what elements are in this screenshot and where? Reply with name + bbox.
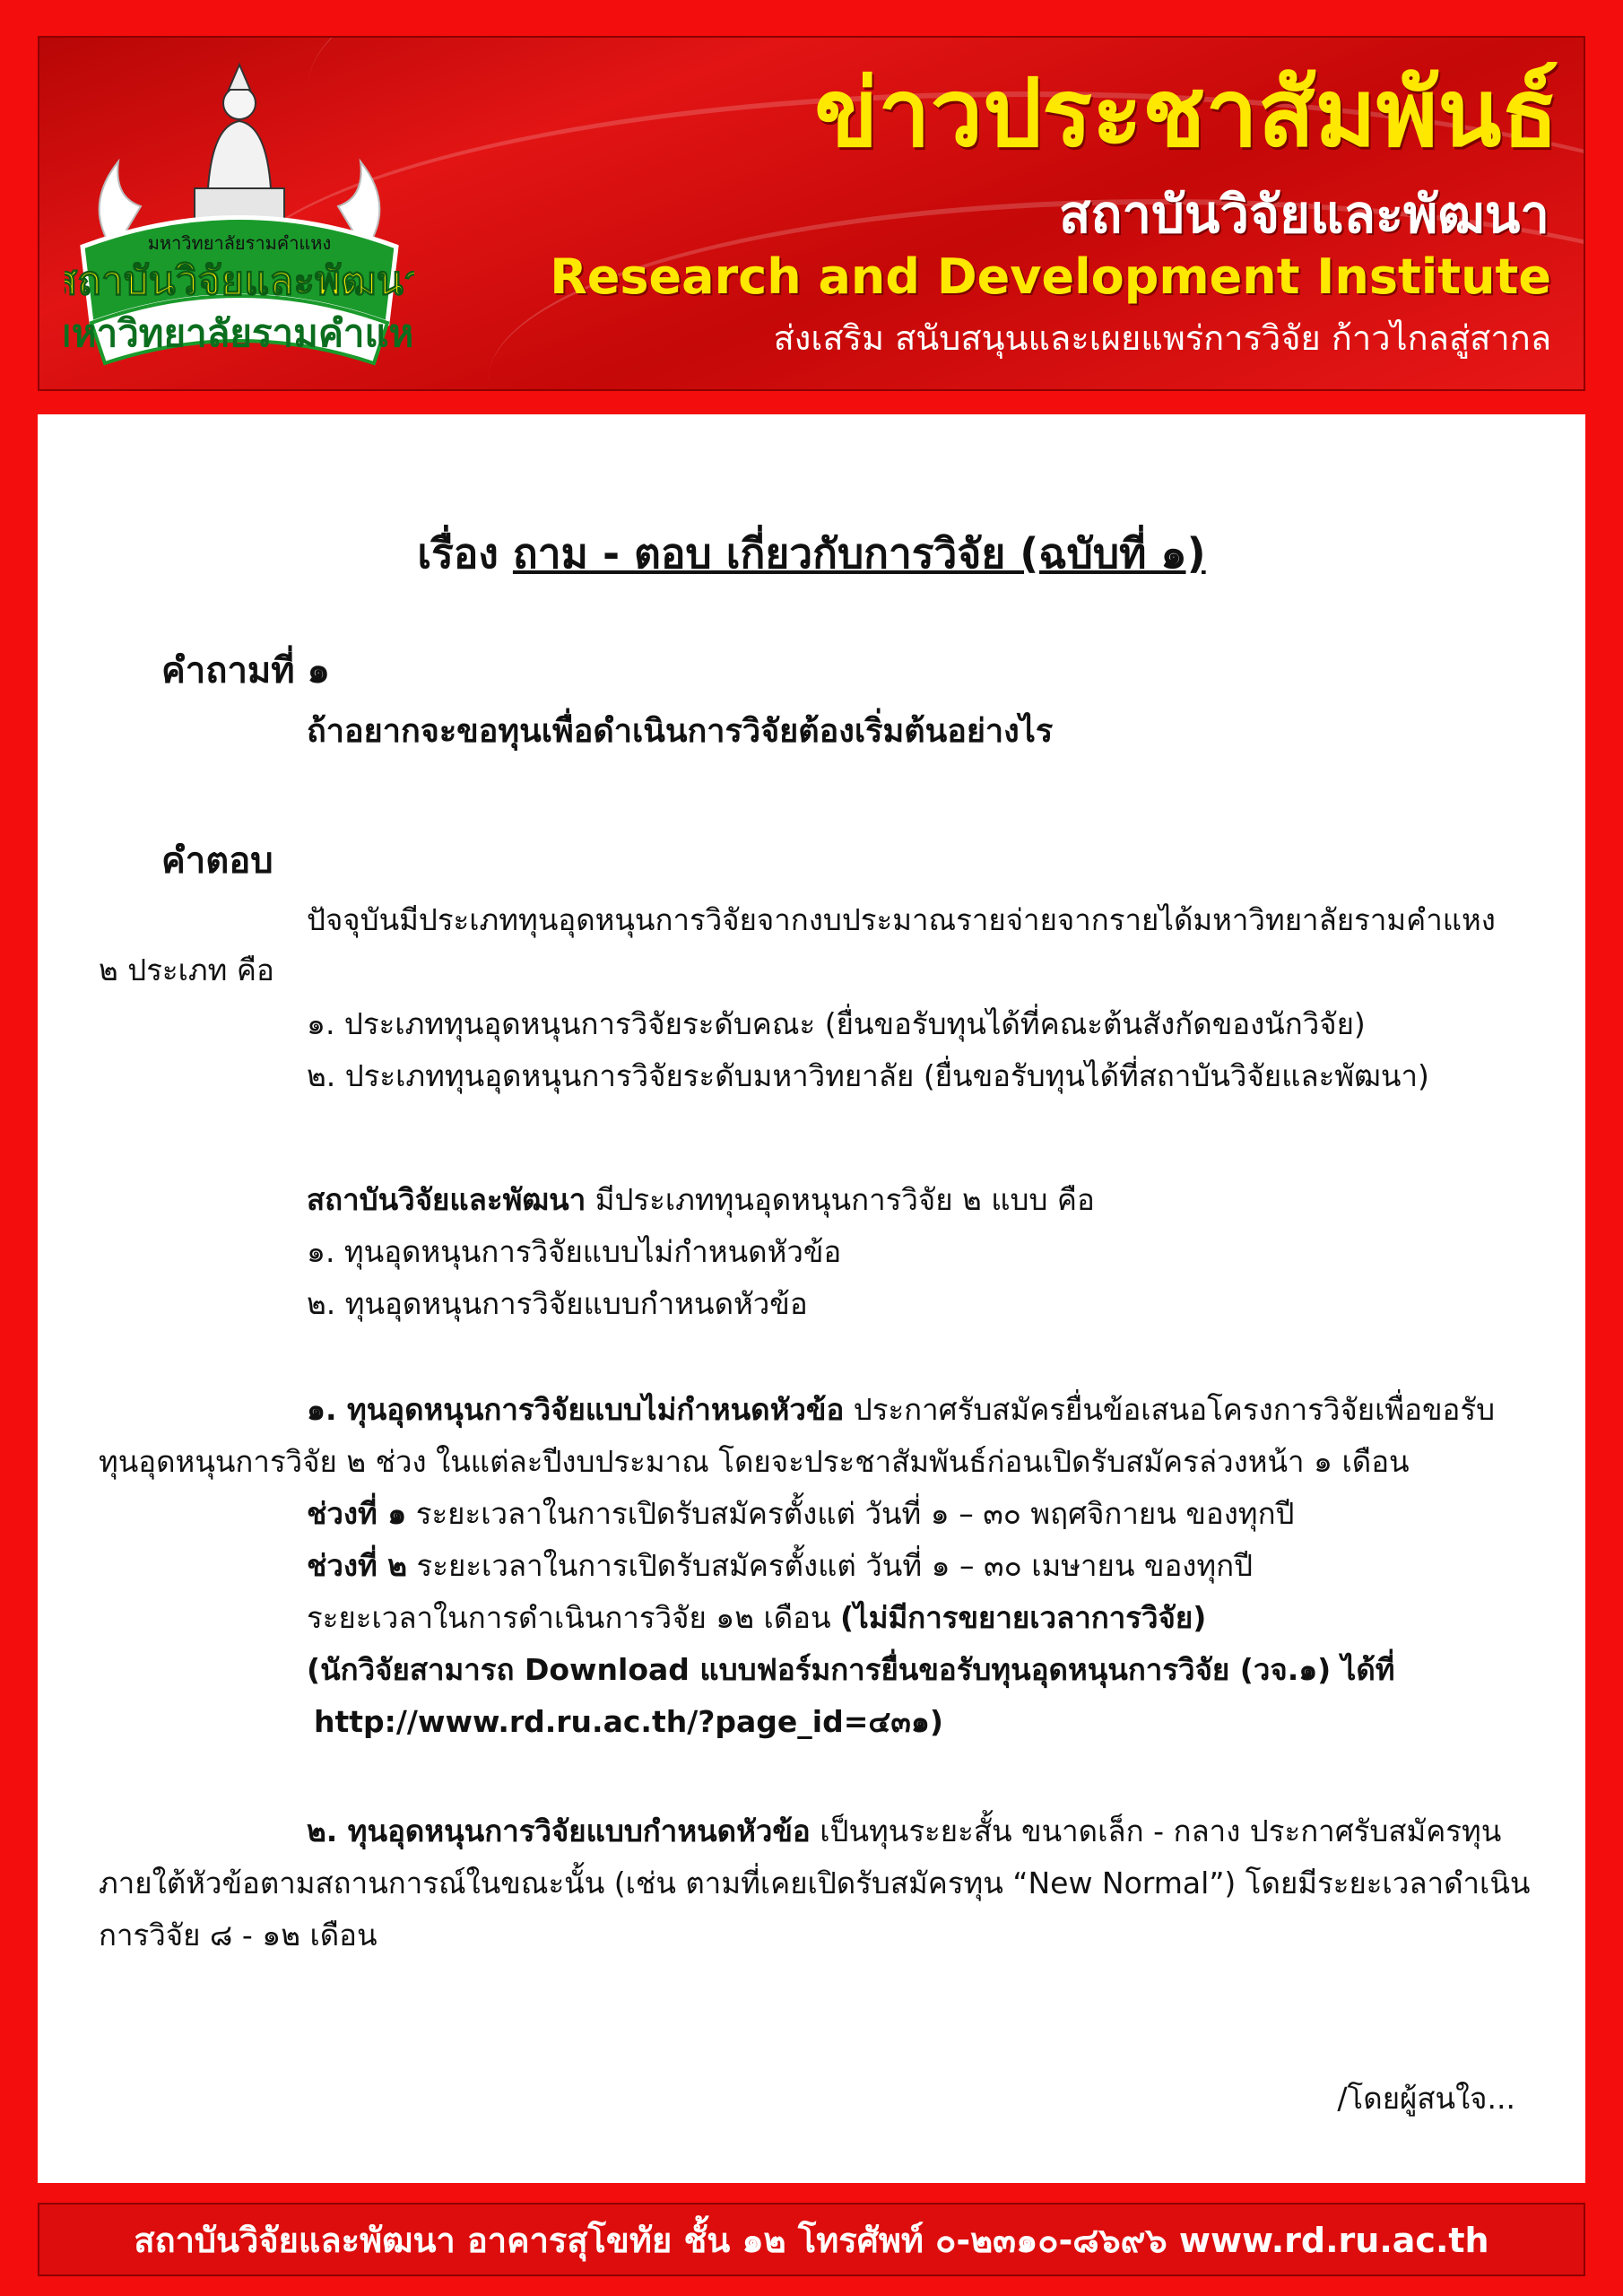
- section-1-text: ประกาศรับสมัครยื่นข้อเสนอโครงการวิจัยเพื่อขอรับ: [844, 1392, 1496, 1427]
- answer-intro-line-2: ๒ ประเภท คือ: [99, 952, 274, 987]
- duration-text: ระยะเวลาในการดำเนินการวิจัย ๑๒ เดือน: [307, 1600, 841, 1635]
- header-title: ข่าวประชาสัมพันธ์: [814, 58, 1558, 168]
- type-item: ๑. ประเภททุนอุดหนุนการวิจัยระดับคณะ (ยื่นขอรับทุนได้ที่คณะต้นสังกัดของนักวิจัย): [307, 1006, 1366, 1041]
- download-link[interactable]: http://www.rd.ru.ac.th/?page_id=๔๓๑): [314, 1704, 943, 1739]
- section-1-line-2: ทุนอุดหนุนการวิจัย ๒ ช่วง ในแต่ละปีงบประมาณ โดยจะประชาสัมพันธ์ก่อนเปิดรับสมัครล่วงหน้า ๑ เดือน: [99, 1444, 1410, 1479]
- university-logo: [65, 54, 414, 377]
- period-1-text: ระยะเวลาในการเปิดรับสมัครตั้งแต่ วันที่ ๑ – ๓๐ พฤศจิกายน ของทุกปี: [406, 1496, 1295, 1531]
- grant-kind-item: ๑. ทุนอุดหนุนการวิจัยแบบไม่กำหนดหัวข้อ: [307, 1234, 842, 1269]
- period-1-label: ช่วงที่ ๑: [307, 1496, 407, 1531]
- title-main: ถาม - ตอบ เกี่ยวกับการวิจัย (ฉบับที่ ๑): [512, 529, 1206, 578]
- document-title: [38, 529, 1585, 578]
- header-banner: [38, 36, 1585, 391]
- answer-intro-line-1: ปัจจุบันมีประเภททุนอุดหนุนการวิจัยจากงบประมาณรายจ่ายจากรายได้มหาวิทยาลัยรามคำแหง: [307, 902, 1496, 937]
- period-2-text: ระยะเวลาในการเปิดรับสมัครตั้งแต่ วันที่ ๑ – ๓๐ เมษายน ของทุกปี: [407, 1548, 1254, 1583]
- period-2: [307, 1548, 1253, 1584]
- duration-note: (ไม่มีการขยายเวลาการวิจัย): [840, 1600, 1207, 1635]
- institute-text: มีประเภททุนอุดหนุนการวิจัย ๒ แบบ คือ: [586, 1182, 1095, 1217]
- institute-line: [307, 1182, 1095, 1218]
- title-prefix: เรื่อง: [417, 529, 499, 578]
- header-slogan: ส่งเสริม สนับสนุนและเผยแพร่การวิจัย ก้าวไกลสู่สากล: [773, 318, 1551, 358]
- section-2-line-2: ภายใต้หัวข้อตามสถานการณ์ในขณะนั้น (เช่น ตามที่เคยเปิดรับสมัครทุน “New Normal”) โดยมีระยะเวลาดำเนิน: [99, 1866, 1531, 1900]
- logo-banner-text: มหาวิทยาลัยรามคำแหง: [65, 311, 414, 355]
- period-1: [307, 1496, 1295, 1532]
- question-label: คำถามที่ ๑: [161, 650, 330, 691]
- footer-text: สถาบันวิจัยและพัฒนา อาคารสุโขทัย ชั้น ๑๒ โทรศัพท์ ๐-๒๓๑๐-๘๖๙๖ www.rd.ru.ac.th: [134, 2220, 1489, 2260]
- duration-line: [307, 1600, 1206, 1636]
- document-body: [38, 414, 1585, 2183]
- section-2-line-1: [307, 1813, 1501, 1849]
- footer-bar: [38, 2203, 1585, 2276]
- question-text: ถ้าอยากจะขอทุนเพื่อดำเนินการวิจัยต้องเริ่มต้นอย่างไร: [307, 713, 1054, 750]
- logo-small-text: มหาวิทยาลัยรามคำแหง: [147, 232, 332, 254]
- section-1-heading: ๑. ทุนอุดหนุนการวิจัยแบบไม่กำหนดหัวข้อ: [307, 1392, 845, 1427]
- logo-ring-text: สถาบันวิจัยและพัฒนา: [65, 258, 414, 304]
- header-subtitle-english: Research and Development Institute: [550, 248, 1551, 305]
- period-2-label: ช่วงที่ ๒: [307, 1548, 408, 1583]
- section-2-line-3: การวิจัย ๘ - ๑๒ เดือน: [99, 1918, 378, 1952]
- institute-name: สถาบันวิจัยและพัฒนา: [307, 1182, 586, 1217]
- grant-kind-item: ๒. ทุนอุดหนุนการวิจัยแบบกำหนดหัวข้อ: [307, 1286, 808, 1321]
- header-subtitle-thai: สถาบันวิจัยและพัฒนา: [1058, 184, 1549, 245]
- section-2-heading: ๒. ทุนอุดหนุนการวิจัยแบบกำหนดหัวข้อ: [307, 1813, 811, 1848]
- answer-label: คำตอบ: [161, 840, 273, 882]
- section-2-text: เป็นทุนระยะสั้น ขนาดเล็ก - กลาง ประกาศรับสมัครทุน: [810, 1813, 1502, 1848]
- type-item: ๒. ประเภททุนอุดหนุนการวิจัยระดับมหาวิทยาลัย (ยื่นขอรับทุนได้ที่สถาบันวิจัยและพัฒนา): [307, 1058, 1429, 1093]
- continued-note: /โดยผู้สนใจ...: [1337, 2081, 1515, 2116]
- section-1-line-1: [307, 1392, 1495, 1428]
- download-line: (นักวิจัยสามารถ Download แบบฟอร์มการยื่นขอรับทุนอุดหนุนการวิจัย (วจ.๑) ได้ที่: [307, 1652, 1395, 1687]
